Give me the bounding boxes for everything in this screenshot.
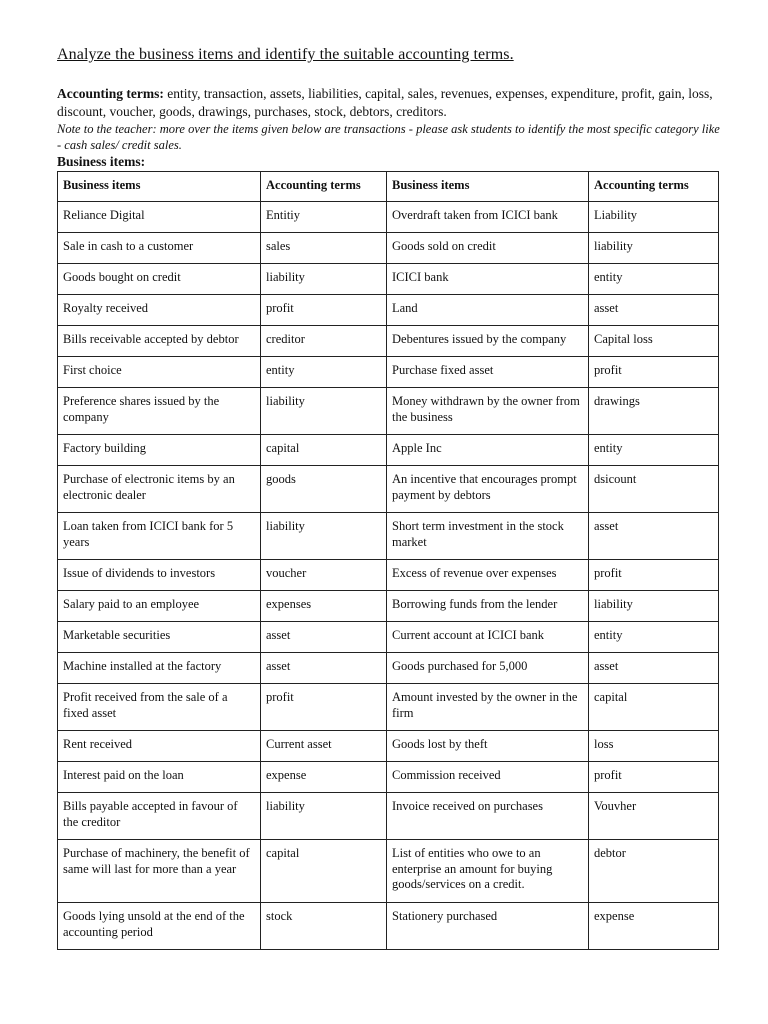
table-row — [58, 762, 719, 793]
business-item-cell: Purchase fixed asset — [387, 357, 589, 388]
accounting-term-cell: expenses — [261, 591, 387, 622]
table-header-row — [58, 172, 719, 202]
accounting-term-cell: expense — [261, 762, 387, 793]
accounting-terms-list: entity, transaction, assets, liabilities, capital, sales, revenues, expenses, expenditure, profit, gain, loss, discount, voucher, goods, drawings, purchases, stock, debtors, creditors. — [57, 86, 713, 119]
accounting-term-cell: liability — [261, 513, 387, 560]
accounting-terms-label: Accounting terms: — [57, 86, 164, 101]
business-item-cell: Stationery purchased — [387, 903, 589, 950]
business-item-cell: Overdraft taken from ICICI bank — [387, 202, 589, 233]
accounting-term-cell: capital — [589, 684, 719, 731]
table-body — [58, 202, 719, 950]
accounting-term-cell: dsicount — [589, 466, 719, 513]
accounting-term-cell: liability — [589, 233, 719, 264]
business-item-cell: Goods lost by theft — [387, 731, 589, 762]
business-item-cell: Bills payable accepted in favour of the creditor — [58, 793, 261, 840]
business-item-cell: Rent received — [58, 731, 261, 762]
accounting-term-cell: profit — [261, 295, 387, 326]
table-row — [58, 264, 719, 295]
table-row — [58, 202, 719, 233]
business-item-cell: Preference shares issued by the company — [58, 388, 261, 435]
business-item-cell: An incentive that encourages prompt payment by debtors — [387, 466, 589, 513]
accounting-term-cell: liability — [261, 264, 387, 295]
accounting-term-cell: stock — [261, 903, 387, 950]
accounting-term-cell: sales — [261, 233, 387, 264]
table-row — [58, 466, 719, 513]
header-accounting-terms-1: Accounting terms — [261, 172, 387, 202]
accounting-term-cell: Capital loss — [589, 326, 719, 357]
business-item-cell: Short term investment in the stock market — [387, 513, 589, 560]
business-item-cell: Excess of revenue over expenses — [387, 560, 589, 591]
business-item-cell: Land — [387, 295, 589, 326]
table-row — [58, 435, 719, 466]
accounting-term-cell: profit — [261, 684, 387, 731]
table-row — [58, 653, 719, 684]
accounting-term-cell: Liability — [589, 202, 719, 233]
table-row — [58, 388, 719, 435]
accounting-term-cell: creditor — [261, 326, 387, 357]
table-row — [58, 840, 719, 903]
business-item-cell: Amount invested by the owner in the firm — [387, 684, 589, 731]
teacher-note: Note to the teacher: more over the items given below are transactions - please ask students to identify the most specific category like - cash sales/ credit sales. — [57, 122, 720, 152]
accounting-term-cell: entity — [261, 357, 387, 388]
business-item-cell: Bills receivable accepted by debtor — [58, 326, 261, 357]
page-title: Analyze the business items and identify the suitable accounting terms. — [57, 46, 514, 63]
business-item-cell: Goods lying unsold at the end of the accounting period — [58, 903, 261, 950]
accounting-term-cell: liability — [261, 793, 387, 840]
business-item-cell: Commission received — [387, 762, 589, 793]
business-item-cell: Salary paid to an employee — [58, 591, 261, 622]
accounting-term-cell: liability — [261, 388, 387, 435]
table-row — [58, 560, 719, 591]
accounting-term-cell: profit — [589, 560, 719, 591]
accounting-term-cell: entity — [589, 264, 719, 295]
business-item-cell: Profit received from the sale of a fixed asset — [58, 684, 261, 731]
business-item-cell: Marketable securities — [58, 622, 261, 653]
business-item-cell: Current account at ICICI bank — [387, 622, 589, 653]
accounting-term-cell: asset — [261, 653, 387, 684]
business-item-cell: Borrowing funds from the lender — [387, 591, 589, 622]
accounting-term-cell: Current asset — [261, 731, 387, 762]
accounting-term-cell: liability — [589, 591, 719, 622]
accounting-term-cell: Vouvher — [589, 793, 719, 840]
accounting-term-cell: capital — [261, 840, 387, 903]
header-business-items-2: Business items — [387, 172, 589, 202]
accounting-term-cell: profit — [589, 357, 719, 388]
table-row — [58, 233, 719, 264]
business-item-cell: Purchase of machinery, the benefit of same will last for more than a year — [58, 840, 261, 903]
accounting-term-cell: loss — [589, 731, 719, 762]
table-row — [58, 513, 719, 560]
accounting-term-cell: profit — [589, 762, 719, 793]
accounting-terms-paragraph — [57, 85, 727, 121]
table-row — [58, 903, 719, 950]
business-item-cell: List of entities who owe to an enterprise an amount for buying goods/services on a credit. — [387, 840, 589, 903]
table-row — [58, 295, 719, 326]
business-item-cell: Loan taken from ICICI bank for 5 years — [58, 513, 261, 560]
table-row — [58, 731, 719, 762]
accounting-term-cell: voucher — [261, 560, 387, 591]
accounting-term-cell: asset — [589, 513, 719, 560]
accounting-term-cell: entity — [589, 435, 719, 466]
accounting-term-cell: drawings — [589, 388, 719, 435]
header-business-items-1: Business items — [58, 172, 261, 202]
business-item-cell: Interest paid on the loan — [58, 762, 261, 793]
business-item-cell: ICICI bank — [387, 264, 589, 295]
business-item-cell: Goods bought on credit — [58, 264, 261, 295]
accounting-term-cell: asset — [589, 653, 719, 684]
table-row — [58, 684, 719, 731]
accounting-term-cell: entity — [589, 622, 719, 653]
accounting-term-cell: expense — [589, 903, 719, 950]
business-item-cell: Royalty received — [58, 295, 261, 326]
business-items-table — [57, 171, 719, 950]
business-item-cell: Debentures issued by the company — [387, 326, 589, 357]
business-item-cell: Purchase of electronic items by an electronic dealer — [58, 466, 261, 513]
business-item-cell: Factory building — [58, 435, 261, 466]
business-item-cell: Reliance Digital — [58, 202, 261, 233]
accounting-term-cell: asset — [589, 295, 719, 326]
business-item-cell: Money withdrawn by the owner from the business — [387, 388, 589, 435]
business-items-label: Business items: — [57, 154, 146, 169]
accounting-term-cell: capital — [261, 435, 387, 466]
accounting-term-cell: asset — [261, 622, 387, 653]
table-row — [58, 357, 719, 388]
table-row — [58, 622, 719, 653]
business-item-cell: Apple Inc — [387, 435, 589, 466]
accounting-term-cell: goods — [261, 466, 387, 513]
header-accounting-terms-2: Accounting terms — [589, 172, 719, 202]
table-row — [58, 326, 719, 357]
table-row — [58, 793, 719, 840]
business-item-cell: Machine installed at the factory — [58, 653, 261, 684]
business-item-cell: First choice — [58, 357, 261, 388]
table-row — [58, 591, 719, 622]
accounting-term-cell: Entitiy — [261, 202, 387, 233]
business-item-cell: Invoice received on purchases — [387, 793, 589, 840]
accounting-term-cell: debtor — [589, 840, 719, 903]
business-item-cell: Issue of dividends to investors — [58, 560, 261, 591]
business-item-cell: Goods purchased for 5,000 — [387, 653, 589, 684]
business-item-cell: Sale in cash to a customer — [58, 233, 261, 264]
business-item-cell: Goods sold on credit — [387, 233, 589, 264]
